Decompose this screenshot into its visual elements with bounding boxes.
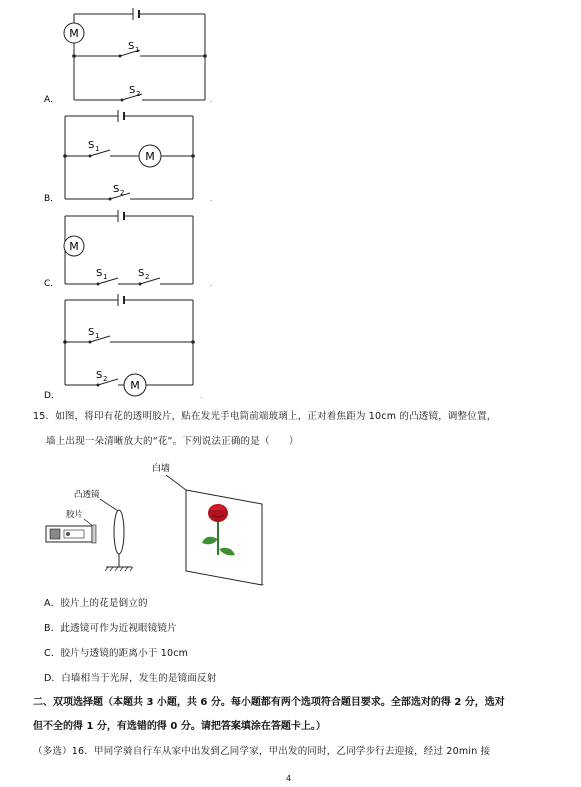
switch-s1-subscript: 1 xyxy=(135,46,140,54)
white-wall xyxy=(186,490,265,587)
flashlight xyxy=(46,525,96,543)
switch-s2-label: S xyxy=(96,370,103,381)
motor-label: M xyxy=(69,240,79,253)
switch-s1-subscript: 1 xyxy=(103,273,108,281)
switch-s2-subscript: 2 xyxy=(136,90,141,98)
option-letter-b: B． xyxy=(44,194,60,204)
switch-s1-label: S xyxy=(128,41,135,52)
circuit-b xyxy=(0,106,581,206)
svg-text:.: . xyxy=(210,195,213,203)
circuit-c xyxy=(0,206,581,290)
svg-text:.: . xyxy=(210,96,213,104)
switch-s2-subscript: 2 xyxy=(103,375,108,383)
svg-text:.: . xyxy=(200,392,203,400)
wall-label: 白墙 xyxy=(152,464,171,474)
switch-s1-subscript: 1 xyxy=(95,332,100,340)
switch-s2-subscript: 2 xyxy=(145,273,150,281)
switch-s1-subscript: 1 xyxy=(95,145,100,153)
q15-option-d: D．白墙相当于光屏，发生的是镜面反射 xyxy=(44,673,217,684)
motor-label: M xyxy=(69,27,79,40)
switch-s1-label: S xyxy=(88,327,95,338)
svg-text:.: . xyxy=(262,579,265,587)
q15-option-b: B．此透镜可作为近视眼镜镜片 xyxy=(44,623,177,634)
motor-label: M xyxy=(145,150,155,163)
option-letter-a: A． xyxy=(44,95,60,105)
switch-s1-label: S xyxy=(96,268,103,279)
convex-lens xyxy=(114,510,124,554)
q15-option-c: C．胶片与透镜的距离小于 10cm xyxy=(44,648,189,659)
section2-heading-line1: 二、双项选择题（本题共 3 小题，共 6 分。每小题都有两个选项符合题目要求。全部选对的得 2 分，选对 xyxy=(33,697,505,708)
switch-s2-label: S xyxy=(113,184,120,195)
lens-label: 凸透镜 xyxy=(74,490,100,500)
film-label: 胶片 xyxy=(66,510,84,520)
switch-s2-subscript: 2 xyxy=(120,189,125,197)
lens-experiment-figure xyxy=(0,455,581,590)
q15-line2: 墙上出现一朵清晰放大的“花”。下列说法正确的是（ ） xyxy=(46,436,299,447)
svg-text:.: . xyxy=(210,280,213,288)
switch-s1-label: S xyxy=(88,140,95,151)
section2-heading-line2: 但不全的得 1 分，有选错的得 0 分。请把答案填涂在答题卡上。） xyxy=(33,721,326,732)
q16-line1: （多选）16．甲同学骑自行车从家中出发到乙同学家，甲出发的同时，乙同学步行去迎接，经过 20min 接 xyxy=(33,746,491,757)
switch-s2-label: S xyxy=(138,268,145,279)
motor-label: M xyxy=(130,379,140,392)
q15-option-a: A．胶片上的花是倒立的 xyxy=(44,598,148,609)
circuit-a xyxy=(0,0,581,106)
switch-s2-label: S xyxy=(129,85,136,96)
circuit-d xyxy=(0,290,581,402)
q15-line1: 15．如图，将印有花的透明胶片，贴在发光手电筒前端玻璃上，正对着焦距为 10cm 的凸透镜，调整位置， xyxy=(33,411,497,422)
page-number: 4 xyxy=(286,774,292,783)
option-letter-d: D． xyxy=(44,391,60,401)
option-letter-c: C． xyxy=(44,279,60,289)
